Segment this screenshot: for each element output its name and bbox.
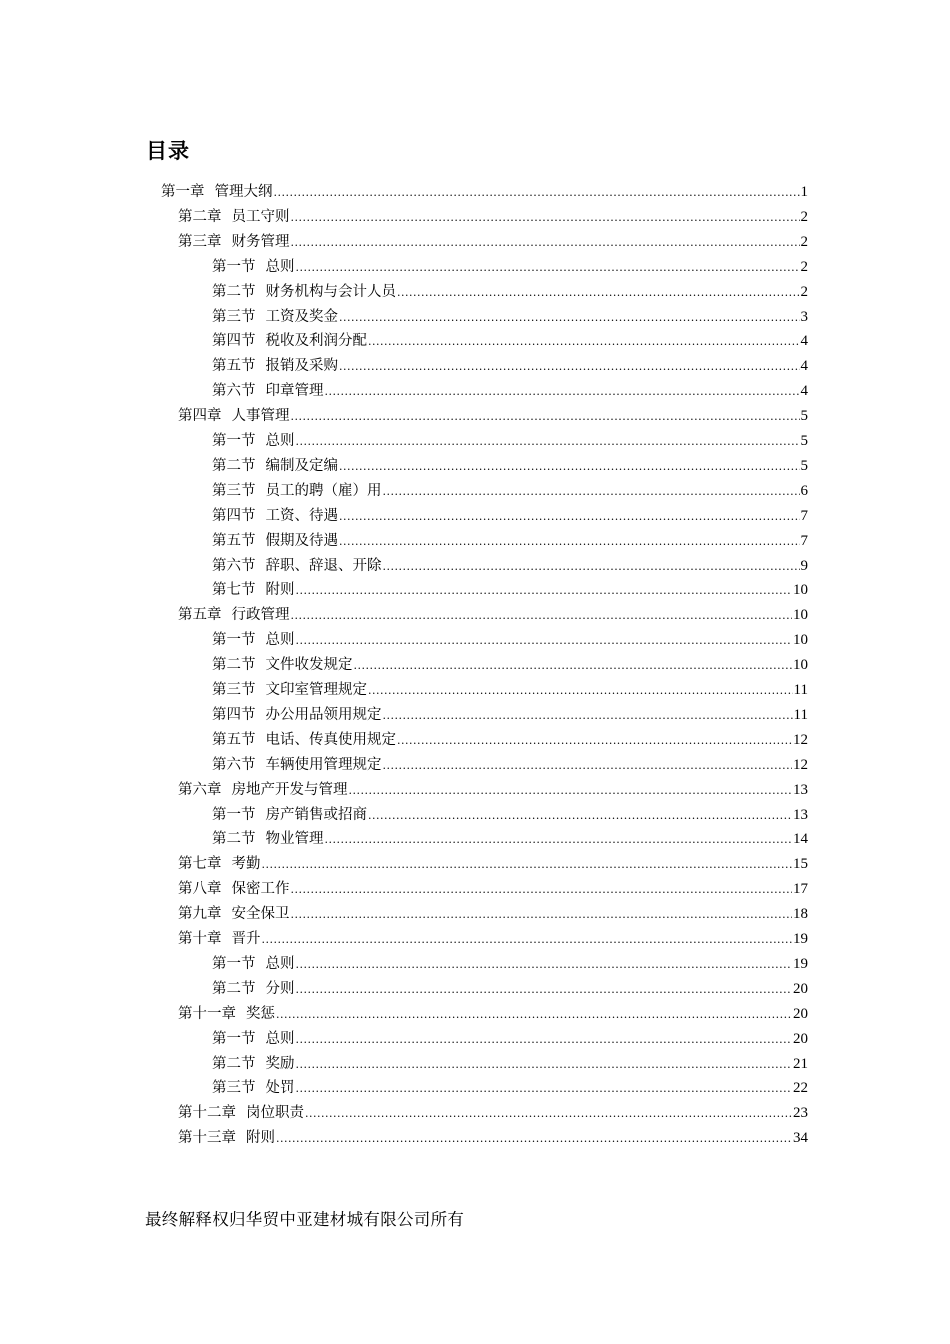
- toc-entry-number: 第六节: [212, 383, 256, 400]
- toc-entry[interactable]: [178, 902, 808, 927]
- toc-entry-label: [212, 379, 324, 404]
- toc-entry-label: [178, 1002, 275, 1027]
- toc-entry-page: 19: [793, 931, 808, 947]
- toc-entry-number: 第七节: [212, 582, 256, 599]
- toc-dot-leader: [262, 853, 793, 878]
- toc-dot-leader: [296, 430, 800, 455]
- toc-entry-text: 财务机构与会计人员: [265, 283, 396, 300]
- toc-entry-label: [212, 255, 295, 280]
- toc-entry-page: 13: [793, 806, 808, 823]
- toc-entry-text: 总则: [265, 632, 295, 649]
- toc-entry-page: 2: [800, 258, 808, 275]
- toc-entry-number: 第二节: [212, 980, 256, 997]
- toc-entry-text: 管理大纲: [214, 184, 273, 200]
- toc-entry[interactable]: [212, 578, 808, 603]
- toc-dot-leader: [296, 1028, 793, 1053]
- toc-entry-page: 7: [800, 507, 808, 524]
- toc-dot-leader: [325, 828, 793, 853]
- toc-dot-leader: [368, 330, 800, 355]
- toc-entry-page: 2: [800, 233, 808, 250]
- toc-entry-text: 辞职、辞退、开除: [265, 557, 382, 574]
- toc-entry-number: 第五节: [212, 358, 256, 375]
- toc-dot-leader: [291, 405, 800, 430]
- toc-entry[interactable]: [212, 454, 808, 479]
- toc-entry-page: 22: [793, 1080, 808, 1097]
- toc-entry-text: 岗位职责: [246, 1105, 304, 1122]
- toc-entry-label: [212, 504, 338, 529]
- toc-entry[interactable]: [178, 1002, 808, 1027]
- toc-dot-leader: [296, 953, 793, 978]
- toc-entry-text: 总则: [265, 1030, 295, 1047]
- toc-entry-number: 第五节: [212, 731, 256, 748]
- toc-entry-number: 第二章: [178, 208, 222, 225]
- toc-entry-page: 20: [793, 1005, 808, 1022]
- toc-dot-leader: [383, 555, 800, 580]
- toc-entry-page: 7: [800, 532, 808, 549]
- toc-entry-page: 10: [793, 657, 808, 674]
- toc-entry[interactable]: [212, 429, 808, 454]
- toc-entry[interactable]: [212, 1052, 808, 1077]
- toc-dot-leader: [296, 629, 793, 654]
- toc-entry-text: 房地产开发与管理: [231, 781, 348, 798]
- toc-entry-label: [178, 1126, 275, 1151]
- toc-dot-leader: [296, 1053, 793, 1078]
- toc-entry[interactable]: [212, 1027, 808, 1052]
- toc-entry[interactable]: [212, 977, 808, 1002]
- toc-entry-page: 15: [793, 856, 808, 873]
- toc-entry[interactable]: [178, 404, 808, 429]
- toc-entry-label: [212, 653, 353, 678]
- toc-entry-text: 分则: [265, 980, 295, 997]
- toc-entry-text: 员工的聘（雇）用: [265, 482, 382, 499]
- toc-entry-text: 晋升: [231, 931, 261, 947]
- toc-entry-number: 第二节: [212, 1055, 256, 1072]
- toc-entry-page: 13: [793, 781, 808, 798]
- toc-entry-text: 印章管理: [265, 383, 324, 400]
- toc-entry-label: [178, 404, 290, 429]
- toc-entry[interactable]: [178, 778, 808, 803]
- toc-entry[interactable]: [178, 205, 808, 230]
- toc-entry[interactable]: [178, 1101, 808, 1126]
- toc-entry[interactable]: [212, 653, 808, 678]
- toc-entry-number: 第一节: [212, 1030, 256, 1047]
- toc-entry-label: [178, 205, 290, 230]
- toc-entry-number: 第五节: [212, 532, 256, 549]
- toc-dot-leader: [383, 704, 793, 729]
- toc-entry-text: 总则: [265, 433, 295, 449]
- toc-entry-label: [212, 479, 382, 504]
- toc-entry-number: 第六章: [178, 781, 222, 798]
- toc-entry[interactable]: [212, 280, 808, 305]
- toc-entry-text: 行政管理: [231, 607, 290, 624]
- toc-dot-leader: [276, 1127, 792, 1152]
- toc-entry[interactable]: [178, 230, 808, 255]
- toc-entry-number: 第四节: [212, 507, 256, 524]
- toc-entry-label: [212, 305, 338, 330]
- toc-entry-text: 人事管理: [231, 408, 290, 425]
- toc-entry-label: [212, 703, 382, 728]
- toc-dot-leader: [274, 181, 800, 206]
- toc-entry-number: 第一节: [212, 632, 256, 649]
- toc-entry-number: 第四节: [212, 706, 256, 723]
- toc-entry[interactable]: [212, 628, 808, 653]
- toc-entry-label: [212, 753, 382, 778]
- toc-dot-leader: [305, 1102, 792, 1127]
- toc-entry-label: [212, 1027, 295, 1052]
- toc-entry-label: [212, 329, 367, 354]
- toc-entry-label: [212, 578, 295, 603]
- toc-entry-label: [178, 902, 290, 927]
- toc-entry-text: 工资、待遇: [265, 507, 338, 524]
- toc-entry-label: [212, 977, 295, 1002]
- toc-dot-leader: [296, 256, 800, 281]
- toc-entry-text: 总则: [265, 955, 295, 972]
- toc-entry-page: 12: [793, 756, 808, 773]
- toc-dot-leader: [262, 928, 793, 953]
- toc-entry-number: 第一章: [161, 184, 205, 200]
- toc-entry-text: 电话、传真使用规定: [265, 731, 396, 748]
- toc-entry-page: 11: [793, 682, 808, 698]
- toc-entry-page: 5: [800, 433, 808, 449]
- toc-entry-label: [212, 628, 295, 653]
- toc-entry[interactable]: [178, 1126, 808, 1151]
- toc-dot-leader: [291, 903, 793, 928]
- toc-entry-label: [161, 180, 273, 205]
- toc-entry-label: [178, 852, 261, 877]
- toc-dot-leader: [368, 804, 792, 829]
- toc-entry-page: 10: [793, 582, 808, 599]
- toc-entry[interactable]: [212, 703, 808, 728]
- toc-entry-number: 第四章: [178, 408, 222, 425]
- toc-entry-page: 19: [793, 955, 808, 972]
- toc-entry-page: 20: [793, 1030, 808, 1047]
- toc-entry[interactable]: [212, 753, 808, 778]
- toc-entry-number: 第二节: [212, 457, 256, 474]
- toc-dot-leader: [339, 355, 800, 380]
- toc-entry-page: 34: [793, 1130, 808, 1147]
- toc-entry[interactable]: [212, 529, 808, 554]
- toc-entry-label: [212, 952, 295, 977]
- toc-dot-leader: [296, 579, 793, 604]
- toc-entry-page: 17: [793, 881, 808, 898]
- toc-entry-label: [212, 429, 295, 454]
- toc-dot-leader: [354, 654, 793, 679]
- toc-entry-number: 第二节: [212, 283, 256, 300]
- toc-entry[interactable]: [212, 678, 808, 703]
- toc-entry-page: 1: [800, 184, 808, 200]
- toc-entry-text: 假期及待遇: [265, 532, 338, 549]
- toc-entry[interactable]: [212, 728, 808, 753]
- toc-entry[interactable]: [212, 803, 808, 828]
- toc-entry-text: 文印室管理规定: [265, 682, 367, 698]
- toc-dot-leader: [339, 530, 800, 555]
- toc-entry-number: 第二节: [212, 831, 256, 848]
- toc-entry-number: 第四节: [212, 333, 256, 350]
- toc-entry-text: 办公用品领用规定: [265, 706, 382, 723]
- toc-entry-page: 4: [800, 333, 808, 350]
- toc-entry-page: 14: [793, 831, 808, 848]
- toc-entry-text: 报销及采购: [265, 358, 338, 375]
- toc-entry-label: [178, 877, 290, 902]
- toc-entry-label: [178, 603, 290, 628]
- toc-entry-label: [212, 728, 396, 753]
- toc-dot-leader: [296, 1077, 793, 1102]
- toc-dot-leader: [276, 1003, 792, 1028]
- toc-entry-number: 第九章: [178, 906, 222, 923]
- toc-entry-number: 第三节: [212, 1080, 256, 1097]
- toc-entry[interactable]: [178, 927, 808, 952]
- toc-entry-text: 物业管理: [265, 831, 324, 848]
- toc-dot-leader: [339, 455, 800, 480]
- toc-entry-text: 文件收发规定: [265, 657, 353, 674]
- toc-entry-text: 奖惩: [246, 1005, 275, 1022]
- toc-dot-leader: [291, 604, 793, 629]
- toc-dot-leader: [339, 306, 800, 331]
- toc-dot-leader: [291, 878, 793, 903]
- toc-entry-text: 考勤: [231, 856, 261, 873]
- toc-entry[interactable]: [212, 255, 808, 280]
- toc-entry-label: [178, 1101, 304, 1126]
- toc-dot-leader: [349, 779, 793, 804]
- toc-dot-leader: [397, 281, 800, 306]
- toc-entry[interactable]: [178, 852, 808, 877]
- toc-entry-text: 车辆使用管理规定: [265, 756, 382, 773]
- toc-entry[interactable]: [161, 180, 808, 205]
- toc-entry-label: [212, 529, 338, 554]
- toc-entry[interactable]: [212, 952, 808, 977]
- toc-entry-label: [212, 454, 338, 479]
- toc-entry-label: [212, 1076, 295, 1101]
- toc-entry-text: 工资及奖金: [265, 308, 338, 325]
- toc-entry-number: 第十一章: [178, 1005, 236, 1022]
- toc-entry-label: [212, 803, 367, 828]
- toc-entry-page: 3: [800, 308, 808, 325]
- toc-entry[interactable]: [212, 305, 808, 330]
- toc-entry-page: 5: [800, 408, 808, 425]
- toc-entry-page: 23: [793, 1105, 808, 1122]
- toc-entry[interactable]: [178, 603, 808, 628]
- toc-entry-text: 员工守则: [231, 208, 290, 225]
- toc-dot-leader: [397, 729, 792, 754]
- toc-entry-number: 第七章: [178, 856, 222, 873]
- toc-entry-text: 附则: [265, 582, 295, 599]
- toc-entry-label: [212, 1052, 295, 1077]
- toc-entry[interactable]: [212, 479, 808, 504]
- toc-entry-number: 第三节: [212, 682, 256, 698]
- toc-entry-label: [212, 280, 396, 305]
- toc-entry[interactable]: [212, 1076, 808, 1101]
- toc-entry-number: 第一节: [212, 955, 256, 972]
- toc-entry-page: 18: [793, 906, 808, 923]
- toc-entry-label: [212, 827, 324, 852]
- toc-entry-number: 第三章: [178, 233, 222, 250]
- toc-entry-label: [178, 230, 290, 255]
- toc-entry-page: 5: [800, 457, 808, 474]
- toc-entry[interactable]: [212, 554, 808, 579]
- toc-entry-label: [212, 678, 367, 703]
- toc-entry-number: 第一节: [212, 433, 256, 449]
- toc-entry-number: 第三节: [212, 482, 256, 499]
- toc-dot-leader: [383, 480, 800, 505]
- toc-entry-number: 第六节: [212, 557, 256, 574]
- toc-entry-page: 20: [793, 980, 808, 997]
- toc-entry-number: 第一节: [212, 258, 256, 275]
- toc-entry-page: 2: [800, 283, 808, 300]
- toc-dot-leader: [339, 505, 800, 530]
- toc-entry-page: 12: [793, 731, 808, 748]
- toc-entry[interactable]: [212, 329, 808, 354]
- toc-dot-leader: [291, 231, 800, 256]
- toc-dot-leader: [383, 754, 793, 779]
- toc-entry-text: 税收及利润分配: [265, 333, 367, 350]
- toc-entry-number: 第十二章: [178, 1105, 236, 1122]
- toc-entry[interactable]: [212, 827, 808, 852]
- toc-entry-label: [212, 554, 382, 579]
- toc-entry-number: 第八章: [178, 881, 222, 898]
- toc-entry-page: 11: [793, 706, 808, 723]
- toc-entry-number: 第十三章: [178, 1130, 236, 1147]
- toc-dot-leader: [296, 978, 793, 1003]
- toc-entry-label: [178, 778, 348, 803]
- toc-entry-page: 10: [793, 607, 808, 624]
- toc-entry-text: 处罚: [265, 1080, 295, 1097]
- toc-entry-number: 第一节: [212, 806, 256, 823]
- toc-entry-text: 奖励: [265, 1055, 295, 1072]
- toc-entry-page: 21: [793, 1055, 808, 1072]
- toc-entry-number: 第六节: [212, 756, 256, 773]
- toc-entry-text: 房产销售或招商: [265, 806, 367, 823]
- toc-entry-number: 第五章: [178, 607, 222, 624]
- toc-entry-text: 总则: [265, 258, 295, 275]
- toc-entry-page: 4: [800, 383, 808, 400]
- toc-title: 目录: [146, 139, 190, 163]
- toc-entry-text: 附则: [246, 1130, 275, 1147]
- toc-entry-number: 第三节: [212, 308, 256, 325]
- toc-entry[interactable]: [178, 877, 808, 902]
- footer-note: 最终解释权归华贸中亚建材城有限公司所有: [145, 1210, 465, 1229]
- toc-dot-leader: [368, 679, 793, 704]
- toc-entry-number: 第十章: [178, 931, 222, 947]
- toc-dot-leader: [325, 380, 800, 405]
- toc-entry-label: [212, 354, 338, 379]
- toc-entry[interactable]: [212, 504, 808, 529]
- toc-entry-page: 4: [800, 358, 808, 375]
- toc-entry[interactable]: [212, 379, 808, 404]
- toc-entry-page: 9: [800, 557, 808, 574]
- toc-entry-text: 编制及定编: [265, 457, 338, 474]
- toc-entry-page: 10: [793, 632, 808, 649]
- toc-entry-label: [178, 927, 261, 952]
- toc-entry-text: 安全保卫: [231, 906, 290, 923]
- toc-entry-page: 2: [800, 208, 808, 225]
- toc-entry-text: 财务管理: [231, 233, 290, 250]
- toc-entry-number: 第二节: [212, 657, 256, 674]
- toc-dot-leader: [291, 206, 800, 231]
- toc-entry[interactable]: [212, 354, 808, 379]
- toc-entry-page: 6: [800, 482, 808, 499]
- toc-entry-text: 保密工作: [231, 881, 290, 898]
